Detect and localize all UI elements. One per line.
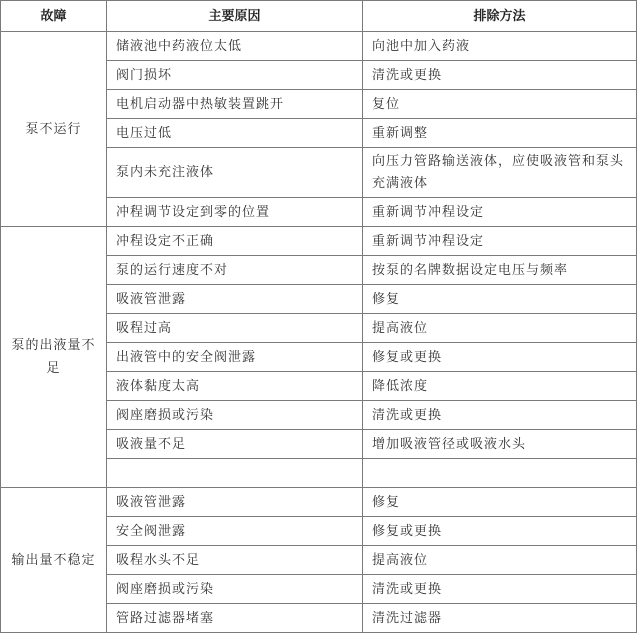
remedy-cell: 增加吸液管径或吸液水头 (363, 430, 637, 459)
header-cause: 主要原因 (107, 1, 363, 32)
remedy-cell: 复位 (363, 90, 637, 119)
remedy-cell: 降低浓度 (363, 372, 637, 401)
cause-cell: 安全阀泄露 (107, 517, 363, 546)
cause-cell (107, 459, 363, 488)
remedy-cell: 重新调节冲程设定 (363, 227, 637, 256)
cause-cell: 电机启动器中热敏装置跳开 (107, 90, 363, 119)
fault-cell: 输出量不稳定 (1, 488, 107, 633)
remedy-cell: 修复 (363, 488, 637, 517)
remedy-cell: 清洗或更换 (363, 401, 637, 430)
fault-cell: 泵不运行 (1, 32, 107, 227)
remedy-cell: 向压力管路输送液体，应使吸液管和泵头充满液体 (363, 148, 637, 198)
remedy-cell: 清洗或更换 (363, 575, 637, 604)
cause-cell: 出液管中的安全阀泄露 (107, 343, 363, 372)
remedy-cell: 提高液位 (363, 546, 637, 575)
header-remedy: 排除方法 (363, 1, 637, 32)
table-row (1, 227, 637, 256)
cause-cell: 冲程调节设定到零的位置 (107, 198, 363, 227)
cause-cell: 吸程过高 (107, 314, 363, 343)
remedy-cell: 修复或更换 (363, 343, 637, 372)
cause-cell: 泵内未充注液体 (107, 148, 363, 198)
header-fault: 故障 (1, 1, 107, 32)
remedy-cell (363, 459, 637, 488)
remedy-cell: 修复或更换 (363, 517, 637, 546)
cause-cell: 吸液管泄露 (107, 285, 363, 314)
header-row (1, 1, 637, 32)
cause-cell: 阀座磨损或污染 (107, 575, 363, 604)
cause-cell: 冲程设定不正确 (107, 227, 363, 256)
remedy-cell: 清洗过滤器 (363, 604, 637, 633)
cause-cell: 吸液量不足 (107, 430, 363, 459)
remedy-cell: 重新调整 (363, 119, 637, 148)
fault-cell: 泵的出液量不足 (1, 227, 107, 488)
remedy-cell: 按泵的名牌数据设定电压与频率 (363, 256, 637, 285)
remedy-cell: 向池中加入药液 (363, 32, 637, 61)
cause-cell: 电压过低 (107, 119, 363, 148)
remedy-cell: 修复 (363, 285, 637, 314)
cause-cell: 阀座磨损或污染 (107, 401, 363, 430)
remedy-cell: 清洗或更换 (363, 61, 637, 90)
table-row (1, 32, 637, 61)
cause-cell: 储液池中药液位太低 (107, 32, 363, 61)
cause-cell: 吸程水头不足 (107, 546, 363, 575)
cause-cell: 液体黏度太高 (107, 372, 363, 401)
remedy-cell: 重新调节冲程设定 (363, 198, 637, 227)
cause-cell: 阀门损坏 (107, 61, 363, 90)
remedy-cell: 提高液位 (363, 314, 637, 343)
table-row (1, 488, 637, 517)
cause-cell: 吸液管泄露 (107, 488, 363, 517)
cause-cell: 管路过滤器堵塞 (107, 604, 363, 633)
cause-cell: 泵的运行速度不对 (107, 256, 363, 285)
